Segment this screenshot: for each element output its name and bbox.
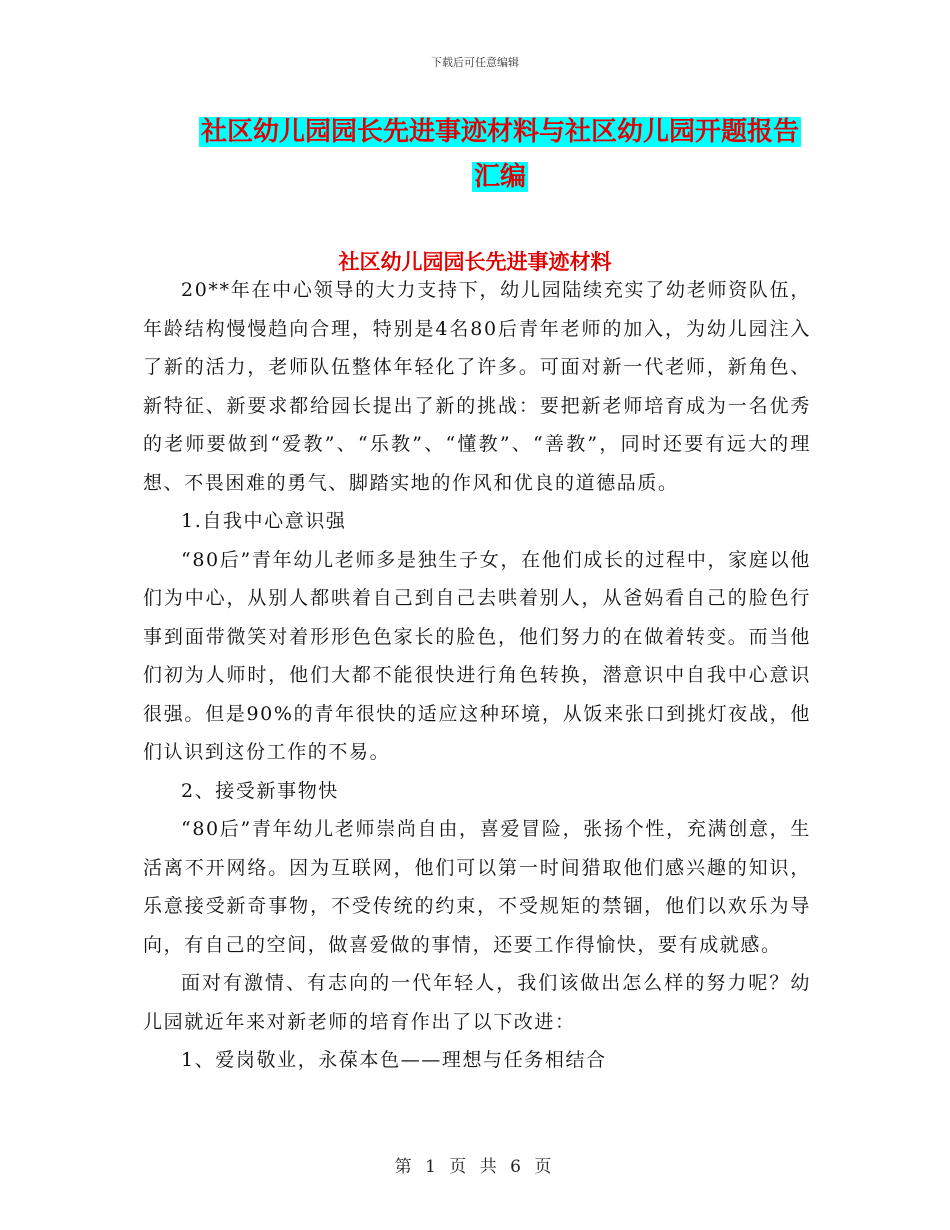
paragraph-intro: 20**年在中心领导的大力支持下，幼儿园陆续充实了幼老师资队伍，年龄结构慢慢趋向合理，特别是4名80后青年老师的加入，为幼儿园注入了新的活力，老师队伍整体年轻化了许多。可面对新一代老师，新角色、新特征、新要求都给园长提出了新的挑战：要把新老师培育成为一名优秀的老师要做到“爱教”、“乐教”、“懂教”、“善教”，同时还要有远大的理想、不畏困难的勇气、脚踏实地的作风和优良的道德品质。 [143, 279, 811, 494]
subheading-2: 2、接受新事物快 [181, 779, 339, 802]
paragraph-1: “80后”青年幼儿老师多是独生子女，在他们成长的过程中，家庭以他们为中心，从别人都哄着自己到自己去哄着别人，从爸妈看自己的脸色行事到面带微笑对着形形色色家长的脸色，他们努力的在做着转变。而当他们初为人师时，他们大都不能很快进行角色转换，潜意识中自我中心意识很强。但是90%的青年很快的适应这种环境，从饭来张口到挑灯夜战，他们认识到这份工作的不易。 [143, 548, 811, 763]
subheading-1: 1.自我中心意识强 [181, 510, 347, 532]
page-footer: 第 1 页 共 6 页 [394, 1157, 556, 1177]
document-body [143, 271, 811, 1080]
section-title: 社区幼儿园园长先进事迹材料 [338, 250, 612, 274]
title-line-1: 社区幼儿园园长先进事迹材料与社区幼儿园开题报告 [200, 117, 799, 147]
subheading-3: 1、爱岗敬业，永葆本色——理想与任务相结合 [181, 1049, 607, 1071]
document-title [140, 110, 860, 200]
header-note: 下载后可任意编辑 [431, 56, 519, 69]
title-line-2: 汇编 [473, 162, 526, 192]
paragraph-2: “80后”青年幼儿老师崇尚自由，喜爱冒险，张扬个性，充满创意，生活离不开网络。因为互联网，他们可以第一时间猎取他们感兴趣的知识，乐意接受新奇事物，不受传统的约束，不受规矩的禁锢，他们以欢乐为导向，有自己的空间，做喜爱做的事情，还要工作得愉快，要有成就感。 [143, 818, 811, 956]
paragraph-3: 面对有激情、有志向的一代年轻人，我们该做出怎么样的努力呢？幼儿园就近年来对新老师的培育作出了以下改进： [143, 972, 811, 1033]
